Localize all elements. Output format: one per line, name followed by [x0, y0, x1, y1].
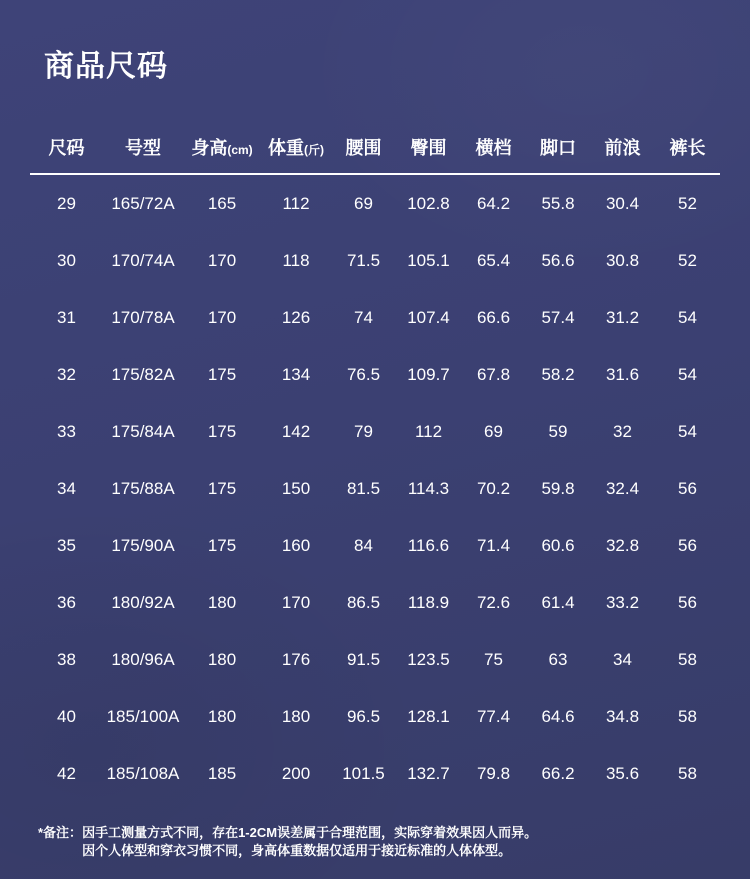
table-cell: 34.8: [605, 706, 640, 726]
column-header-10: 裤长: [669, 138, 706, 158]
table-cell: 54: [678, 307, 697, 327]
table-cell: 170: [207, 307, 237, 327]
table-cell: 72.6: [476, 592, 511, 612]
table-cell: 86.5: [346, 592, 381, 612]
column-header-3: 身高(cm): [191, 138, 253, 158]
table-cell: 185/100A: [106, 706, 180, 726]
table-cell: 180: [281, 706, 311, 726]
table-cell: 175: [207, 421, 237, 441]
table-cell: 128.1: [407, 706, 450, 726]
table-cell: 185/108A: [106, 763, 180, 783]
table-cell: 58: [678, 706, 697, 726]
table-cell: 52: [678, 193, 697, 213]
table-cell: 77.4: [476, 706, 511, 726]
column-header-9: 前浪: [604, 138, 641, 158]
table-row: [30, 232, 720, 289]
table-cell: 175: [207, 364, 237, 384]
table-cell: 30.8: [605, 250, 640, 270]
table-row: [30, 460, 720, 517]
table-cell: 30: [57, 250, 76, 270]
table-cell: 65.4: [476, 250, 511, 270]
table-cell: 54: [678, 364, 697, 384]
column-header-8: 脚口: [540, 138, 576, 158]
table-cell: 114.3: [407, 478, 450, 498]
table-cell: 116.6: [407, 535, 450, 555]
table-cell: 52: [678, 250, 697, 270]
column-header-1: 尺码: [48, 138, 85, 158]
table-cell: 32: [613, 421, 632, 441]
table-cell: 67.8: [476, 364, 511, 384]
table-cell: 32: [57, 364, 76, 384]
table-cell: 58: [678, 763, 697, 783]
table-cell: 91.5: [346, 649, 381, 669]
table-cell: 33.2: [605, 592, 640, 612]
table-cell: 81.5: [346, 478, 381, 498]
column-header-unit: (cm): [227, 143, 253, 157]
table-cell: 56.6: [541, 250, 575, 270]
table-cell: 64.6: [541, 706, 575, 726]
table-cell: 175/84A: [111, 421, 175, 441]
table-cell: 79.8: [476, 763, 511, 783]
table-cell: 32.8: [605, 535, 640, 555]
page-title: 商品尺码: [44, 50, 168, 83]
table-row: [30, 403, 720, 460]
table-cell: 175: [207, 535, 237, 555]
table-cell: 71.4: [476, 535, 511, 555]
table-row: [30, 574, 720, 631]
table-cell: 29: [57, 193, 76, 213]
table-cell: 74: [354, 307, 373, 327]
table-cell: 112: [282, 193, 310, 213]
table-cell: 134: [281, 364, 311, 384]
table-cell: 180: [207, 706, 237, 726]
table-row: [30, 174, 720, 232]
table-cell: 58.2: [541, 364, 575, 384]
table-cell: 69: [484, 421, 503, 441]
table-cell: 34: [57, 478, 76, 498]
table-cell: 31: [57, 307, 76, 327]
note-line-1: 因手工测量方式不同，存在1-2CM误差属于合理范围，实际穿着效果因人而异。: [82, 825, 538, 840]
table-cell: 180: [207, 649, 237, 669]
table-cell: 112: [414, 421, 443, 441]
table-cell: 132.7: [407, 763, 450, 783]
table-cell: 150: [281, 478, 311, 498]
table-cell: 32.4: [605, 478, 640, 498]
size-table: [30, 124, 720, 802]
table-cell: 36: [57, 592, 76, 612]
table-cell: 75: [484, 649, 503, 669]
table-cell: 79: [354, 421, 373, 441]
table-cell: 175/90A: [111, 535, 175, 555]
table-cell: 66.2: [541, 763, 575, 783]
size-table-body: [30, 174, 720, 802]
table-cell: 59: [548, 421, 568, 441]
table-cell: 118.9: [407, 592, 450, 612]
column-header-6: 臀围: [410, 138, 447, 158]
table-cell: 35: [57, 535, 76, 555]
table-cell: 34: [613, 649, 632, 669]
table-row: [30, 517, 720, 574]
note-line-2: 因个人体型和穿衣习惯不同，身高体重数据仅适用于接近标准的人体体型。: [82, 843, 512, 858]
size-chart-page: [0, 52, 750, 879]
table-cell: 102.8: [407, 193, 450, 213]
table-cell: 56: [678, 592, 697, 612]
table-cell: 76.5: [346, 364, 381, 384]
note-label: *备注：: [38, 825, 83, 840]
table-row: [30, 688, 720, 745]
table-cell: 170: [207, 250, 237, 270]
table-cell: 57.4: [541, 307, 575, 327]
table-row: [30, 745, 720, 802]
column-header-unit: (斤): [304, 143, 324, 157]
table-cell: 60.6: [541, 535, 575, 555]
table-cell: 61.4: [541, 592, 575, 612]
table-cell: 180/92A: [111, 592, 175, 612]
table-cell: 40: [57, 706, 76, 726]
table-cell: 64.2: [476, 193, 511, 213]
table-cell: 175/82A: [111, 364, 175, 384]
table-cell: 170: [281, 592, 311, 612]
table-cell: 176: [281, 649, 311, 669]
table-cell: 96.5: [346, 706, 381, 726]
note: [38, 824, 720, 860]
table-cell: 160: [281, 535, 311, 555]
table-cell: 31.2: [605, 307, 640, 327]
table-cell: 58: [678, 649, 697, 669]
table-cell: 42: [57, 763, 76, 783]
column-header-5: 腰围: [345, 138, 382, 158]
table-cell: 170/74A: [111, 250, 175, 270]
table-row: [30, 289, 720, 346]
table-cell: 142: [281, 421, 311, 441]
note-lines: [82, 824, 720, 860]
table-cell: 59.8: [541, 478, 575, 498]
table-cell: 55.8: [541, 193, 575, 213]
table-cell: 180: [207, 592, 237, 612]
column-header-7: 横档: [475, 138, 512, 158]
table-cell: 56: [678, 478, 697, 498]
table-cell: 35.6: [605, 763, 640, 783]
table-cell: 175: [207, 478, 237, 498]
table-cell: 33: [57, 421, 76, 441]
size-table-header-row: [30, 124, 720, 174]
table-cell: 30.4: [605, 193, 640, 213]
table-cell: 101.5: [342, 763, 385, 783]
table-cell: 109.7: [407, 364, 450, 384]
table-cell: 70.2: [476, 478, 511, 498]
table-cell: 175/88A: [111, 478, 175, 498]
table-cell: 31.6: [605, 364, 640, 384]
table-cell: 118: [282, 250, 310, 270]
table-cell: 71.5: [346, 250, 381, 270]
table-cell: 170/78A: [111, 307, 175, 327]
table-cell: 63: [548, 649, 568, 669]
table-cell: 180/96A: [111, 649, 175, 669]
table-cell: 56: [678, 535, 697, 555]
table-cell: 107.4: [407, 307, 450, 327]
size-table-head: [30, 124, 720, 174]
table-cell: 38: [57, 649, 76, 669]
column-header-2: 号型: [125, 138, 161, 158]
table-cell: 165: [207, 193, 237, 213]
table-cell: 123.5: [407, 649, 450, 669]
table-row: [30, 631, 720, 688]
table-cell: 165/72A: [111, 193, 175, 213]
table-cell: 185: [207, 763, 237, 783]
table-cell: 126: [281, 307, 311, 327]
column-header-4: 体重(斤): [268, 138, 324, 158]
table-cell: 69: [354, 193, 373, 213]
table-cell: 200: [281, 763, 311, 783]
table-cell: 54: [678, 421, 697, 441]
table-row: [30, 346, 720, 403]
table-cell: 84: [354, 535, 373, 555]
table-cell: 105.1: [407, 250, 450, 270]
table-cell: 66.6: [476, 307, 511, 327]
